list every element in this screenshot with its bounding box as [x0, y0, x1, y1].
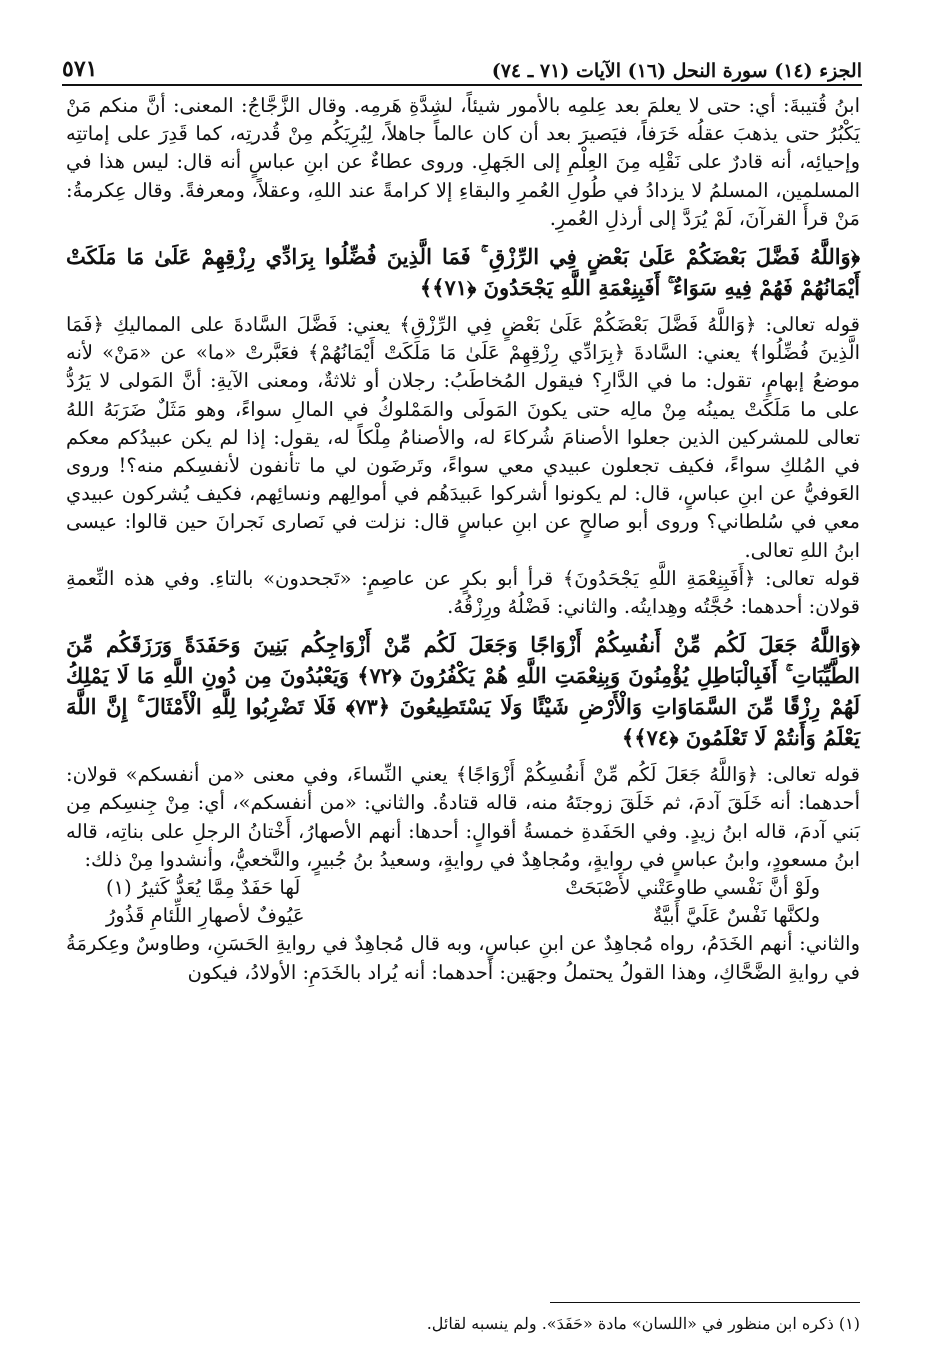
- running-title: الجزء (١٤) سورة النحل (١٦) الآيات (٧١ ـ ٧٤): [491, 60, 862, 82]
- commentary-71: قوله تعالى: ﴿وَاللَّهُ فَضَّلَ بَعْضَكُمْ عَلَىٰ بَعْضٍ فِي الرِّزْقِ﴾ يعني: فَضَّلَ السَّادةَ على المماليكِ ﴿فَمَا الَّذِينَ فُضِّلُوا﴾ يعني: السَّادةَ ﴿بِرَادِّي رِزْقِهِمْ عَلَىٰ مَا مَلَكَتْ أَيْمَانُهُمْ﴾ فعَبَّرتْ «ما» عن «مَنْ» لأنه موضعُ إبهامٍ، تقول: ما في الدَّارِ؟ فيقول المُخاطَبُ: رجلان أو ثلاثةٌ، ومعنى الآيةِ: أنَّ المَولى لا يَرُدُّ على ما مَلَكَتْ يمينُه مِنْ مالِه حتى يكونَ المَولَى والمَمْلوكُ في المالِ سواءً، وهو مَثَلٌ ضَرَبَهُ اللهُ تعالى للمشركين الذين جعلوا الأصنامَ شُركاءَ له، والأصنامُ مِلْكاً له، يقول: إذا لم يكن عبيدُكم معكم في المُلكِ سواءً، فكيف تجعلون عبيدي معي سواءً، وتَرضَون لي ما تأنفون لأنفسِكم منه؟! وروى العَوفيُّ عن ابنِ عباسٍ، قال: لم يكونوا أشركوا عَبيدَهُم في أموالِهم ونسائِهم، فكيف يُشركون عبيدي معي في سُلطاني؟ وروى أبو صالحٍ عن ابنِ عباسٍ قال: نزلت في نَصارى نَجرانَ حين قالوا: عيسى ابنُ اللهِ تعالى.: [66, 313, 860, 562]
- main-text: [66, 92, 860, 987]
- poem-hemistich-b: عَيُوفٌ لأصهارِ اللِّئامِ قَذُورُ: [106, 904, 305, 928]
- poem-hemistich-b: لَها حَفَدٌ مِمَّا يُعَدُّ كَثيرُ (١): [106, 876, 301, 900]
- paragraph-intro: ابنُ قُتيبةَ: أي: حتى لا يعلمَ بعد عِلمِه بالأمور شيئاً، لشِدَّةِ هَرمِه. وقال الزَّجَّاجُ: المعنى: أنَّ منكم مَنْ يَكْبُرُ حتى يذهبَ عقلُه خَرَفاً، فيَصيرَ بعد أن كان عالماً جاهلاً، لِيُرِيَكُم مِنْ قُدرتِه، كما قَدِرَ على إماتتِه وإحيائِه، أنه قادرٌ على نَقْلِه مِنَ العِلْمِ إلى الجَهلِ. وروى عطاءٌ عن ابنِ عباسٍ أنه قال: ليس هذا في المسلمين، المسلمُ لا يزدادُ في طُولِ العُمرِ والبقاءِ إلا كرامةً عند اللهِ، وعقلاً، ومعرفةً. وقال عِكرمةُ: مَنْ قرأَ القرآنَ، لَمْ يُرَدَّ إلى أرذلِ العُمرِ.: [66, 94, 860, 230]
- verse-72-74: ﴿وَاللَّهُ جَعَلَ لَكُم مِّنْ أَنفُسِكُمْ أَزْوَاجًا وَجَعَلَ لَكُم مِّنْ أَزْوَاجِكُم بَنِينَ وَحَفَدَةً وَرَزَقَكُم مِّنَ الطَّيِّبَاتِ ۚ أَفَبِالْبَاطِلِ يُؤْمِنُونَ وَبِنِعْمَتِ اللَّهِ هُمْ يَكْفُرُونَ ﴿٧٢﴾ وَيَعْبُدُونَ مِن دُونِ اللَّهِ مَا لَا يَمْلِكُ لَهُمْ رِزْقًا مِّنَ السَّمَاوَاتِ وَالْأَرْضِ شَيْئًا وَلَا يَسْتَطِيعُونَ ﴿٧٣﴾ فَلَا تَضْرِبُوا لِلَّهِ الْأَمْثَالَ ۚ إِنَّ اللَّهَ يَعْلَمُ وَأَنتُمْ لَا تَعْلَمُونَ ﴿٧٤﴾﴾: [66, 632, 860, 751]
- footnote-separator: [550, 1302, 860, 1303]
- page-number: ٥٧١: [62, 56, 98, 82]
- header-rule: [62, 84, 862, 86]
- commentary-71b: قوله تعالى: ﴿أَفَبِنِعْمَةِ اللَّهِ يَجْحَدُونَ﴾ قرأ أبو بكرٍ عن عاصِمٍ: «تَجحدون» بالتاءِ. وفي هذه النِّعمةِ قولان: أحدهما: حُجَّتُه وهِدايتُه. والثاني: فَضْلُهُ ورِزْقُهُ.: [66, 566, 860, 619]
- poem-hemistich-a: ولكنَّها نَفْسٌ عَلَيَّ أَبيَّةٌ: [652, 904, 820, 928]
- verse-71: ﴿وَاللَّهُ فَضَّلَ بَعْضَكُمْ عَلَىٰ بَعْضٍ فِي الرِّزْقِ ۚ فَمَا الَّذِينَ فُضِّلُوا بِرَادِّي رِزْقِهِمْ عَلَىٰ مَا مَلَكَتْ أَيْمَانُهُمْ فَهُمْ فِيهِ سَوَاءٌ ۚ أَفَبِنِعْمَةِ اللَّهِ يَجْحَدُونَ ﴿٧١﴾﴾: [66, 244, 860, 301]
- commentary-72b: والثاني: أنهم الخَدَمُ، رواه مُجاهِدٌ عن ابنِ عباسٍ، وبه قال مُجاهِدٌ في روايةِ الحَسَنِ، وطاوسٌ وعِكرمَةُ في روايةِ الضَّحَّاكِ، وهذا القولُ يحتملُ وجهَين: أحدهما: أنه يُراد بالخَدَمِ: الأولادُ، فيكون: [66, 932, 860, 984]
- page-header: [62, 42, 862, 82]
- poem-line-1: [66, 874, 860, 902]
- commentary-72: قوله تعالى: ﴿وَاللَّهُ جَعَلَ لَكُم مِّنْ أَنفُسِكُمْ أَزْوَاجًا﴾ يعني النِّساءَ، وفي معنى «من أنفسكم» قولان: أحدهما: أنه خَلَقَ آدمَ، ثم خَلَقَ زوجتَهُ منه، قاله قتادةُ. والثاني: «من أنفسكم»، أي: مِنْ جِنسِكم مِن بَني آدمَ، قاله ابنُ زيدٍ. وفي الحَفَدةِ خمسةُ أقوالٍ: أحدها: أنهم الأصهارُ، أَخْتانُ الرجلِ على بناتِه، قاله ابنُ مسعودٍ، وابنُ عباسٍ في روايةٍ، ومُجاهِدٌ في روايةٍ، وسعيدُ بنُ جُبيرٍ، والنَّخعيُّ، وأنشدوا مِنْ ذلك:: [66, 763, 860, 871]
- poem-line-2: [66, 902, 860, 930]
- poem-hemistich-a: ولَوْ أنَّ نَفْسي طاوعَتْني لأَصْبَحَتْ: [565, 876, 820, 900]
- footnote: (١) ذكره ابن منظور في «اللسان» مادة «حَفَدَ». ولم ينسبه لقائل.: [426, 1314, 860, 1333]
